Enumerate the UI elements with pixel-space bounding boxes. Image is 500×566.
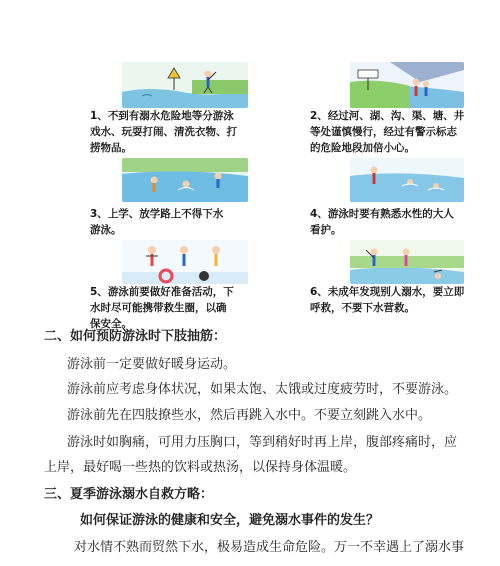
- section-2-paragraph-1: 游泳前一定要做好暖身运动。: [67, 357, 237, 372]
- tip-1-caption: 1、不到有溺水危险地等分游泳 戏水、玩耍打闹、清洗衣物、打 捞物品。: [90, 110, 237, 154]
- section-3-paragraph: 对水情不熟而贸然下水，极易造成生命危险。万一不幸遇上了溺水事: [74, 540, 465, 555]
- section-2-paragraph-4-continued: 上岸，最好喝一些热的饮料或热汤，以保持身体温暖。: [44, 460, 357, 475]
- tip-3-caption: 3、上学、放学路上不得下水 游泳。: [90, 208, 224, 236]
- section-2-heading: 二、如何预防游泳时下肢抽筋：: [44, 329, 227, 344]
- section-2-paragraph-2: 游泳前应考虑身体状况，如果太饱、太饿或过度疲劳时，不要游泳。: [67, 382, 458, 397]
- section-3-subheading: 如何保证游泳的健康和安全，避免溺水事件的发生？: [80, 513, 380, 528]
- tip-6-caption: 6、未成年发现别人溺水，要立即 呼救，不要下水营救。: [310, 286, 465, 314]
- tip-4-caption: 4、游泳时要有熟悉水性的大人 看护。: [310, 208, 454, 236]
- section-2-paragraph-3: 游泳前先在四肢撩些水，然后再跳入水中。不要立刻跳入水中。: [67, 408, 432, 423]
- tip-2-caption: 2、经过河、湖、沟、渠、塘、井 等处谨慎慢行，经过有警示标志 的危险地段加倍小心。: [310, 110, 465, 154]
- section-2-paragraph-4: 游泳时如胸痛，可用力压胸口，等到稍好时再上岸，腹部疼痛时，应: [67, 435, 458, 450]
- section-3-heading: 三、夏季游泳溺水自救方略：: [44, 487, 214, 502]
- tip-5-caption: 5、游泳前要做好准备活动，下 水时尽可能携带救生圈，以确 保安全。: [90, 286, 234, 330]
